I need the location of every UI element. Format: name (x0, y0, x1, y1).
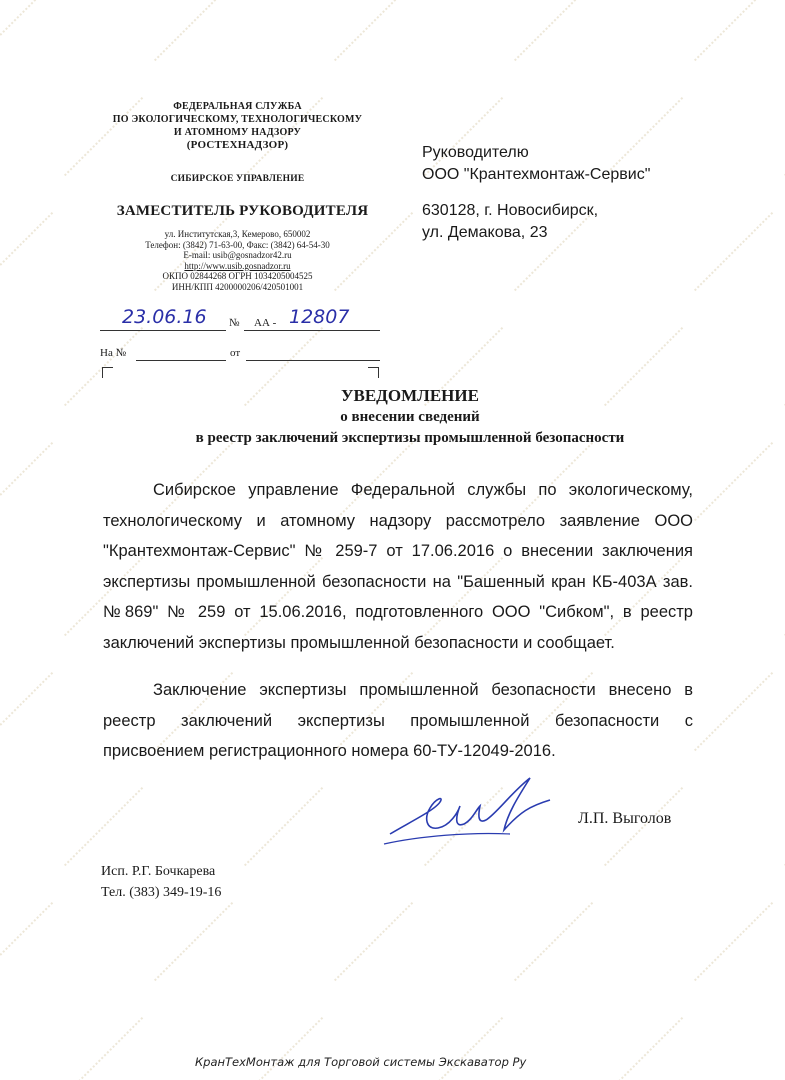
watermark-mark (0, 902, 56, 984)
document-subtitle-2: в реестр заключений экспертизы промышленной безопасности (195, 430, 625, 446)
reg-number: 12807 (289, 306, 350, 328)
recipient-line-4: ул. Демакова, 23 (422, 224, 548, 241)
watermark-mark (694, 672, 776, 754)
date-underline (100, 330, 226, 331)
position-title: ЗАМЕСТИТЕЛЬ РУКОВОДИТЕЛЯ (116, 203, 369, 219)
department-name: СИБИРСКОЕ УПРАВЛЕНИЕ (170, 174, 305, 184)
body-paragraph-1: Сибирское управление Федеральной службы по экологическому, технологическому и атомному надзору рассмотрело заявление ООО "Крантехмонтаж-Сервис" № 259-7 от 17.06.2016 о внесении заключения экспертизы промышленной безопасности на "Башенный кран КБ-403А зав.№869" № 259 от 15.06.2016, подготовленного ООО "Сибком", в реестр заключений экспертизы промышленной безопасности и сообщает. (103, 481, 693, 652)
number-underline (244, 330, 380, 331)
recipient-block (422, 142, 762, 244)
reg-date: 23.06.16 (122, 306, 207, 328)
watermark-mark (604, 787, 686, 869)
watermark-mark (514, 0, 596, 64)
watermark-mark (0, 212, 56, 294)
watermark-mark (694, 902, 776, 984)
contact-codes: ОКПО 02844268 ОГРН 1034205004525 (162, 271, 313, 281)
ref-date-underline (246, 360, 380, 361)
document-title: УВЕДОМЛЕНИЕ (341, 386, 479, 405)
agency-header (100, 100, 375, 152)
watermark-mark (154, 902, 236, 984)
watermark-mark (0, 0, 56, 64)
executor-phone: Тел. (383) 349-19-16 (101, 885, 222, 900)
watermark-mark (694, 0, 776, 64)
document-subtitle-1: о внесении сведений (340, 409, 480, 425)
contact-email: E-mail: usib@gosnadzor42.ru (183, 250, 292, 260)
contact-inn: ИНН/КПП 4200000206/420501001 (171, 281, 304, 292)
watermark-mark (64, 1017, 146, 1080)
watermark-mark (604, 1017, 686, 1080)
executor-name: Исп. Р.Г. Бочкарева (101, 864, 216, 879)
recipient-line-3: 630128, г. Новосибирск, (422, 202, 599, 219)
body-paragraph-2: Заключение экспертизы промышленной безопасности внесено в реестр заключений экспертизы промышленной безопасности с присвоением регистрационного номера 60-ТУ-12049-2016. (103, 681, 693, 760)
signer-name: Л.П. Выголов (578, 810, 672, 827)
recipient-line-1: Руководителю (422, 144, 529, 161)
contact-web: http://www.usib.gosnadzor.ru (184, 260, 291, 271)
agency-short-name: (РОСТЕХНАДЗОР) (186, 139, 289, 151)
watermark-mark (244, 787, 326, 869)
watermark-mark (0, 672, 56, 754)
ref-label: На № (100, 347, 127, 359)
reg-number-label: № (229, 317, 240, 329)
watermark-mark (244, 1017, 326, 1080)
contact-address: ул. Институтская,3, Кемерово, 650002 (164, 229, 311, 239)
watermark-mark (154, 0, 236, 64)
agency-line-1: ФЕДЕРАЛЬНАЯ СЛУЖБА (173, 101, 302, 112)
executor-block (101, 861, 221, 903)
contact-block (100, 229, 375, 292)
watermark-mark (514, 902, 596, 984)
corner-mark-left (102, 367, 113, 378)
corner-mark-right (368, 367, 379, 378)
watermark-mark (0, 442, 56, 524)
footer-caption: КранТехМонтаж для Торговой системы Экскаватор Ру (195, 1055, 527, 1069)
recipient-line-2: ООО "Крантехмонтаж-Сервис" (422, 166, 651, 183)
reg-number-prefix: АА - (254, 317, 277, 329)
watermark-mark (334, 902, 416, 984)
agency-line-3: И АТОМНОМУ НАДЗОРУ (173, 127, 302, 138)
ref-underline (136, 360, 226, 361)
agency-line-2: ПО ЭКОЛОГИЧЕСКОМУ, ТЕХНОЛОГИЧЕСКОМУ (112, 114, 363, 125)
watermark-mark (424, 1017, 506, 1080)
signature-image (380, 772, 560, 852)
ref-from-label: от (230, 347, 241, 359)
watermark-mark (694, 442, 776, 524)
watermark-mark (334, 0, 416, 64)
contact-phone: Телефон: (3842) 71-63-00, Факс: (3842) 64-54-30 (145, 239, 330, 250)
watermark-mark (64, 787, 146, 869)
